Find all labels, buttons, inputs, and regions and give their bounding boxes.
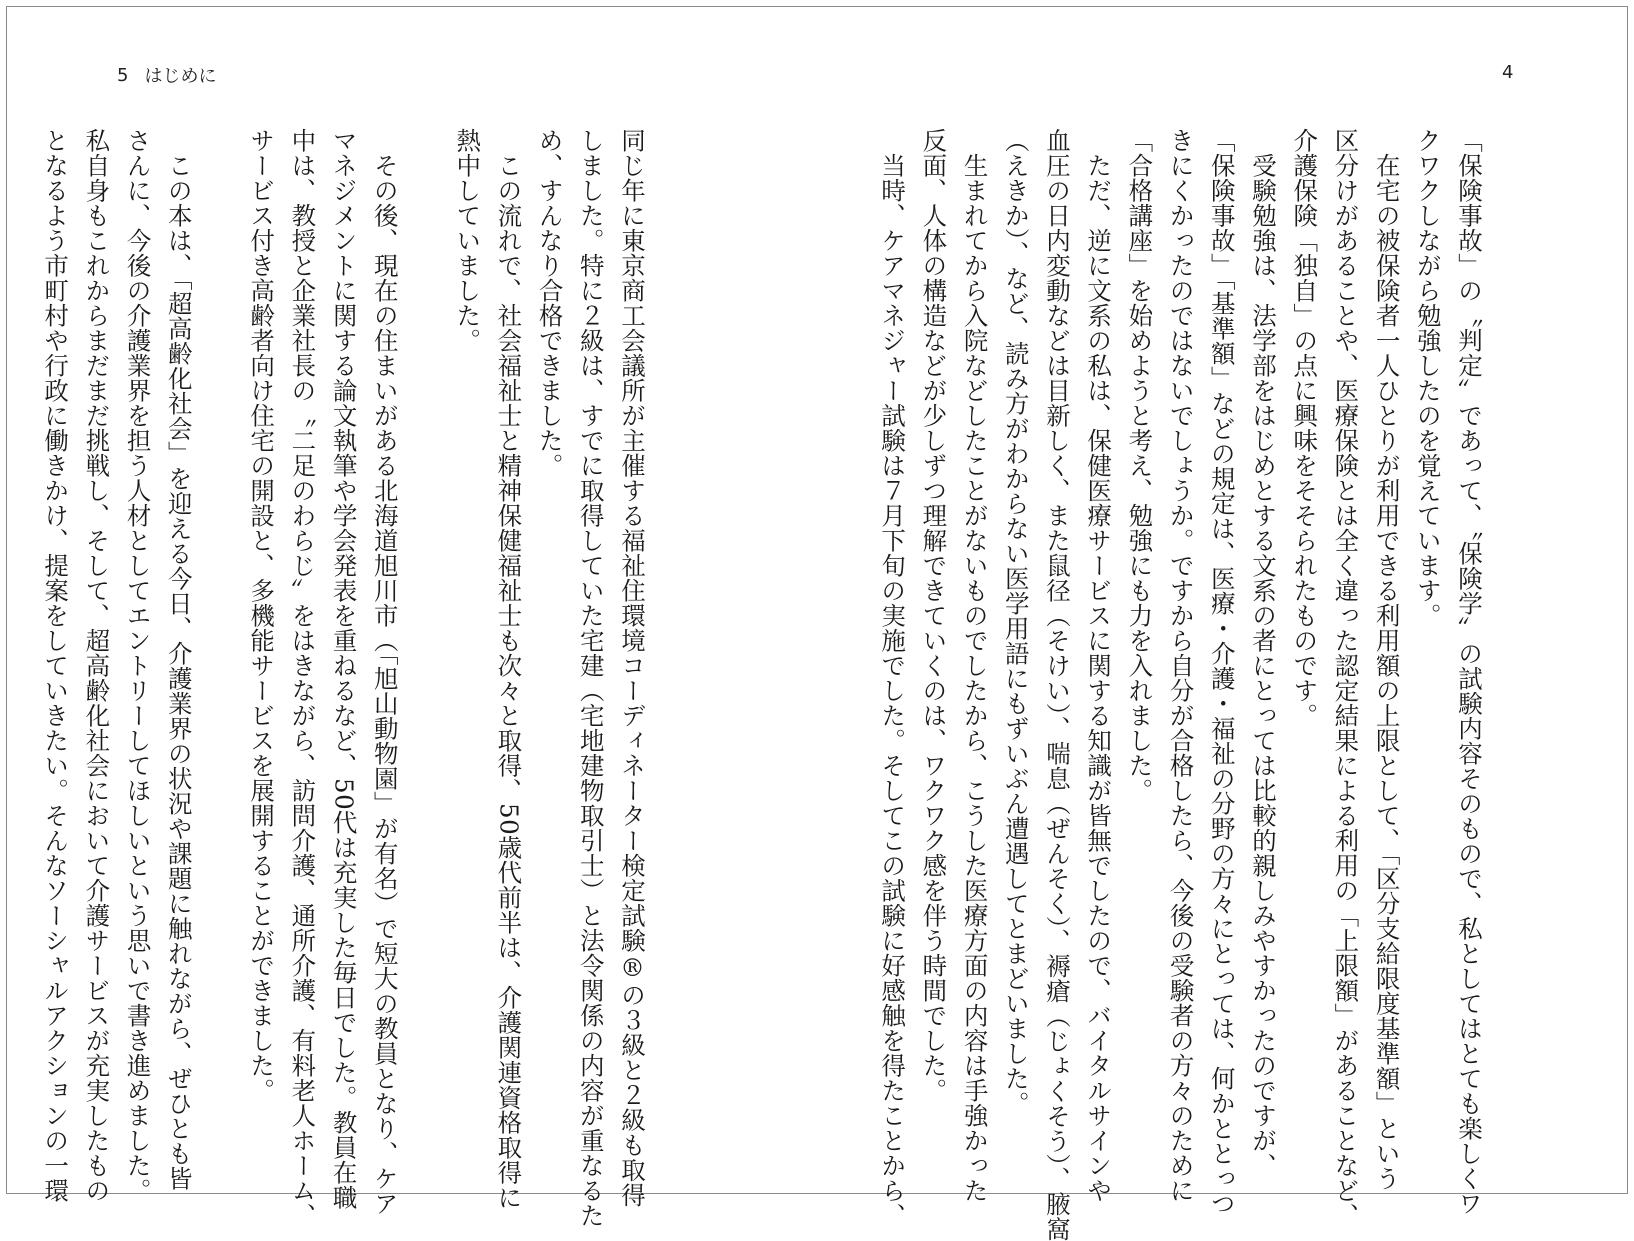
- text-line: 中は、教授と企業社長の〝二足のわらじ〟をはきながら、訪問介護、通所介護、有料老人ホーム、: [288, 128, 318, 1228]
- text-line: 熱中していました。: [453, 128, 483, 353]
- text-line: となるよう市町村や行政に働きかけ、提案をしていきたい。そんなソーシャルアクションの一環: [41, 128, 71, 1203]
- text-line: ただ、逆に文系の私は、保健医療サービスに関する知識が皆無でしたので、バイタルサインや: [1084, 128, 1114, 1203]
- chapter-title: はじめに: [144, 66, 217, 87]
- blank-line: [200, 128, 241, 1128]
- text-line: 受験勉強は、法学部をはじめとする文系の者にとっては比較的親しみやすかったのですが、: [1248, 128, 1278, 1178]
- left-page-header: [117, 62, 216, 88]
- text-line: 血圧の日内変動などは目新しく、また鼠径（そけい）、喘息（ぜんそく）、褥瘡（じょくそう）、腋窩: [1042, 128, 1072, 1241]
- left-page-body: [41, 128, 653, 1228]
- text-line: 在宅の被保険者一人ひとりが利用できる利用額の上限として、「区分支給限度基準額」という: [1372, 128, 1402, 1191]
- right-page-header: [1502, 62, 1513, 83]
- text-line: 「合格講座」を始めようと考え、勉強にも力を入れました。: [1125, 128, 1155, 803]
- text-line: この本は、「超高齢化社会」を迎える今日、介護業界の状況や課題に触れながら、ぜひとも皆: [164, 128, 194, 1191]
- text-line: 介護保険「独自」の点に興味をそそられたものです。: [1290, 128, 1320, 728]
- text-line: （えきか）、など、読み方がわからない医学用語にもずいぶん遭遇してとまどいました。: [1001, 128, 1031, 1116]
- text-line: この流れで、社会福祉士と精神保健福祉士も次々と取得、50歳代前半は、介護関連資格取得に: [494, 128, 524, 1211]
- text-line: 私自身もこれからまだまだ挑戦し、そして、超高齢化社会において介護サービスが充実したもの: [82, 128, 112, 1203]
- text-line: マネジメントに関する論文執筆や学会発表を重ねるなど、50代は充実した毎日でした。教員在職: [329, 128, 359, 1211]
- text-line: しました。特に２級は、すでに取得していた宅建（宅地建物取引士）と法令関係の内容が重なるた: [576, 128, 606, 1228]
- text-line: 生まれてから入院などしたことがないものでしたから、こうした医療方面の内容は手強かった: [960, 128, 990, 1203]
- text-line: その後、現在の住まいがある北海道旭川市（「旭山動物園」が有名）で短大の教員となり、ケア: [370, 128, 400, 1216]
- right-page-number: 4: [1502, 62, 1514, 83]
- left-page-number: 5: [117, 64, 129, 86]
- blank-line: [406, 128, 447, 1128]
- text-line: クワクしながら勉強したのを覚えています。: [1413, 128, 1443, 628]
- text-line: 当時、ケアマネジャー試験は７月下旬の実施でした。そしてこの試験に好感触を得たことから、: [878, 128, 908, 1228]
- text-line: 「保険事故」「基準額」などの規定は、医療・介護・福祉の分野の方々にとっては、何かととっつ: [1207, 128, 1237, 1216]
- text-line: 「保険事故」の〝判定〟であって、〝保険学〟の試験内容そのもので、私としてはとても楽しくワ: [1455, 128, 1484, 1216]
- right-page-body: [878, 128, 1490, 1241]
- text-line: 反面、人体の構造などが少しずつ理解できていくのは、ワクワク感を伴う時間でした。: [919, 128, 949, 1103]
- text-line: 同じ年に東京商工会議所が主催する福祉住環境コーディネーター検定試験®の３級と２級も取得: [618, 128, 647, 1208]
- text-line: 区分けがあることや、医療保険とは全く違った認定結果による利用の「上限額」があることなど、: [1331, 128, 1361, 1228]
- text-line: め、すんなり合格できました。: [535, 128, 565, 478]
- text-line: さんに、今後の介護業界を担う人材としてエントリーしてほしいという思いで書き進めました。: [123, 128, 153, 1203]
- text-line: サービス付き高齢者向け住宅の開設と、多機能サービスを展開することができました。: [247, 128, 277, 1103]
- text-line: きにくかったのではないでしょうか。ですから自分が合格したら、今後の受験者の方々のために: [1166, 128, 1196, 1203]
